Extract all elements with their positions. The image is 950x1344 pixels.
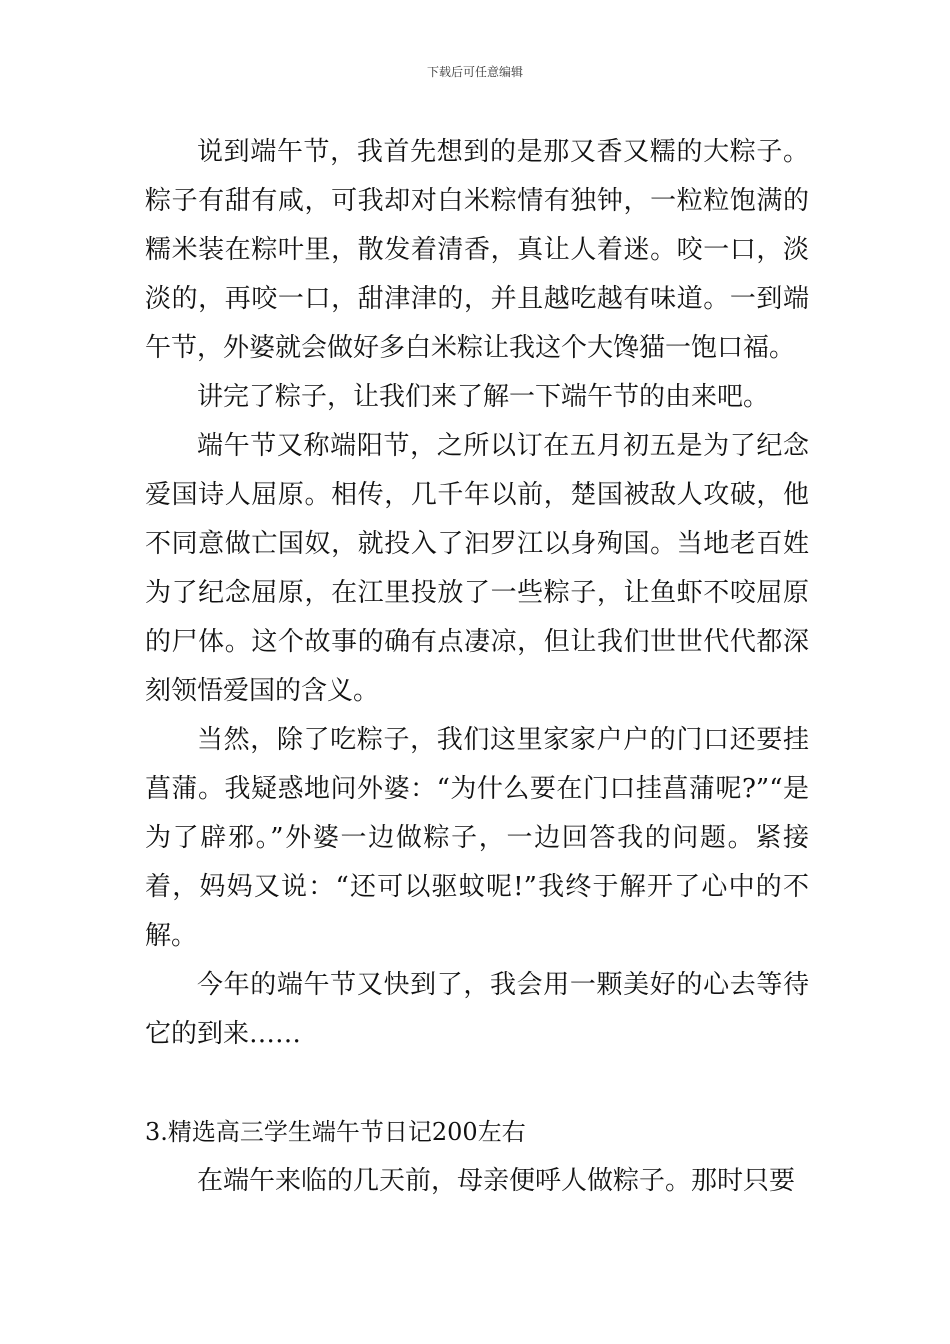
paragraph-origin: 端午节又称端阳节，之所以订在五月初五是为了纪念爱国诗人屈原。相传，几千年以前，楚国被敌人攻破，他不同意做亡国奴，就投入了汩罗江以身殉国。当地老百姓为了纪念屈原，在江里投放了一些粽子，让鱼虾不咬屈原的尸体。这个故事的确有点凄凉，但让我们世世代代都深刻领悟爱国的含义。 (145, 431, 809, 706)
page-header: 下载后可任意编辑 (426, 65, 523, 79)
section-paragraph: 在端午来临的几天前，母亲便呼人做粽子。那时只要 (197, 1166, 796, 1196)
paragraph-calamus: 当然，除了吃粽子，我们这里家家户户的门口还要挂菖蒲。我疑惑地问外婆：“为什么要在门口挂菖蒲呢?”“是为了辟邪。”外婆一边做粽子，一边回答我的问题。紧接着，妈妈又说：“还可以驱蚊呢!”我终于解开了心中的不解。 (145, 725, 809, 951)
paragraph-ending: 今年的端午节又快到了，我会用一颗美好的心去等待它的到来…… (145, 970, 809, 1049)
document-body (145, 128, 809, 1206)
section-heading: 3.精选高三学生端午节日记200左右 (145, 1118, 526, 1146)
paragraph-zongzi: 说到端午节，我首先想到的是那又香又糯的大粽子。粽子有甜有咸，可我却对白米粽情有独钟，一粒粒饱满的糯米装在粽叶里，散发着清香，真让人着迷。咬一口，淡淡的，再咬一口，甜津津的，并且越吃越有味道。一到端午节，外婆就会做好多白米粽让我这个大馋猫一饱口福。 (145, 137, 809, 363)
paragraph-transition: 讲完了粽子，让我们来了解一下端午节的由来吧。 (197, 382, 770, 412)
